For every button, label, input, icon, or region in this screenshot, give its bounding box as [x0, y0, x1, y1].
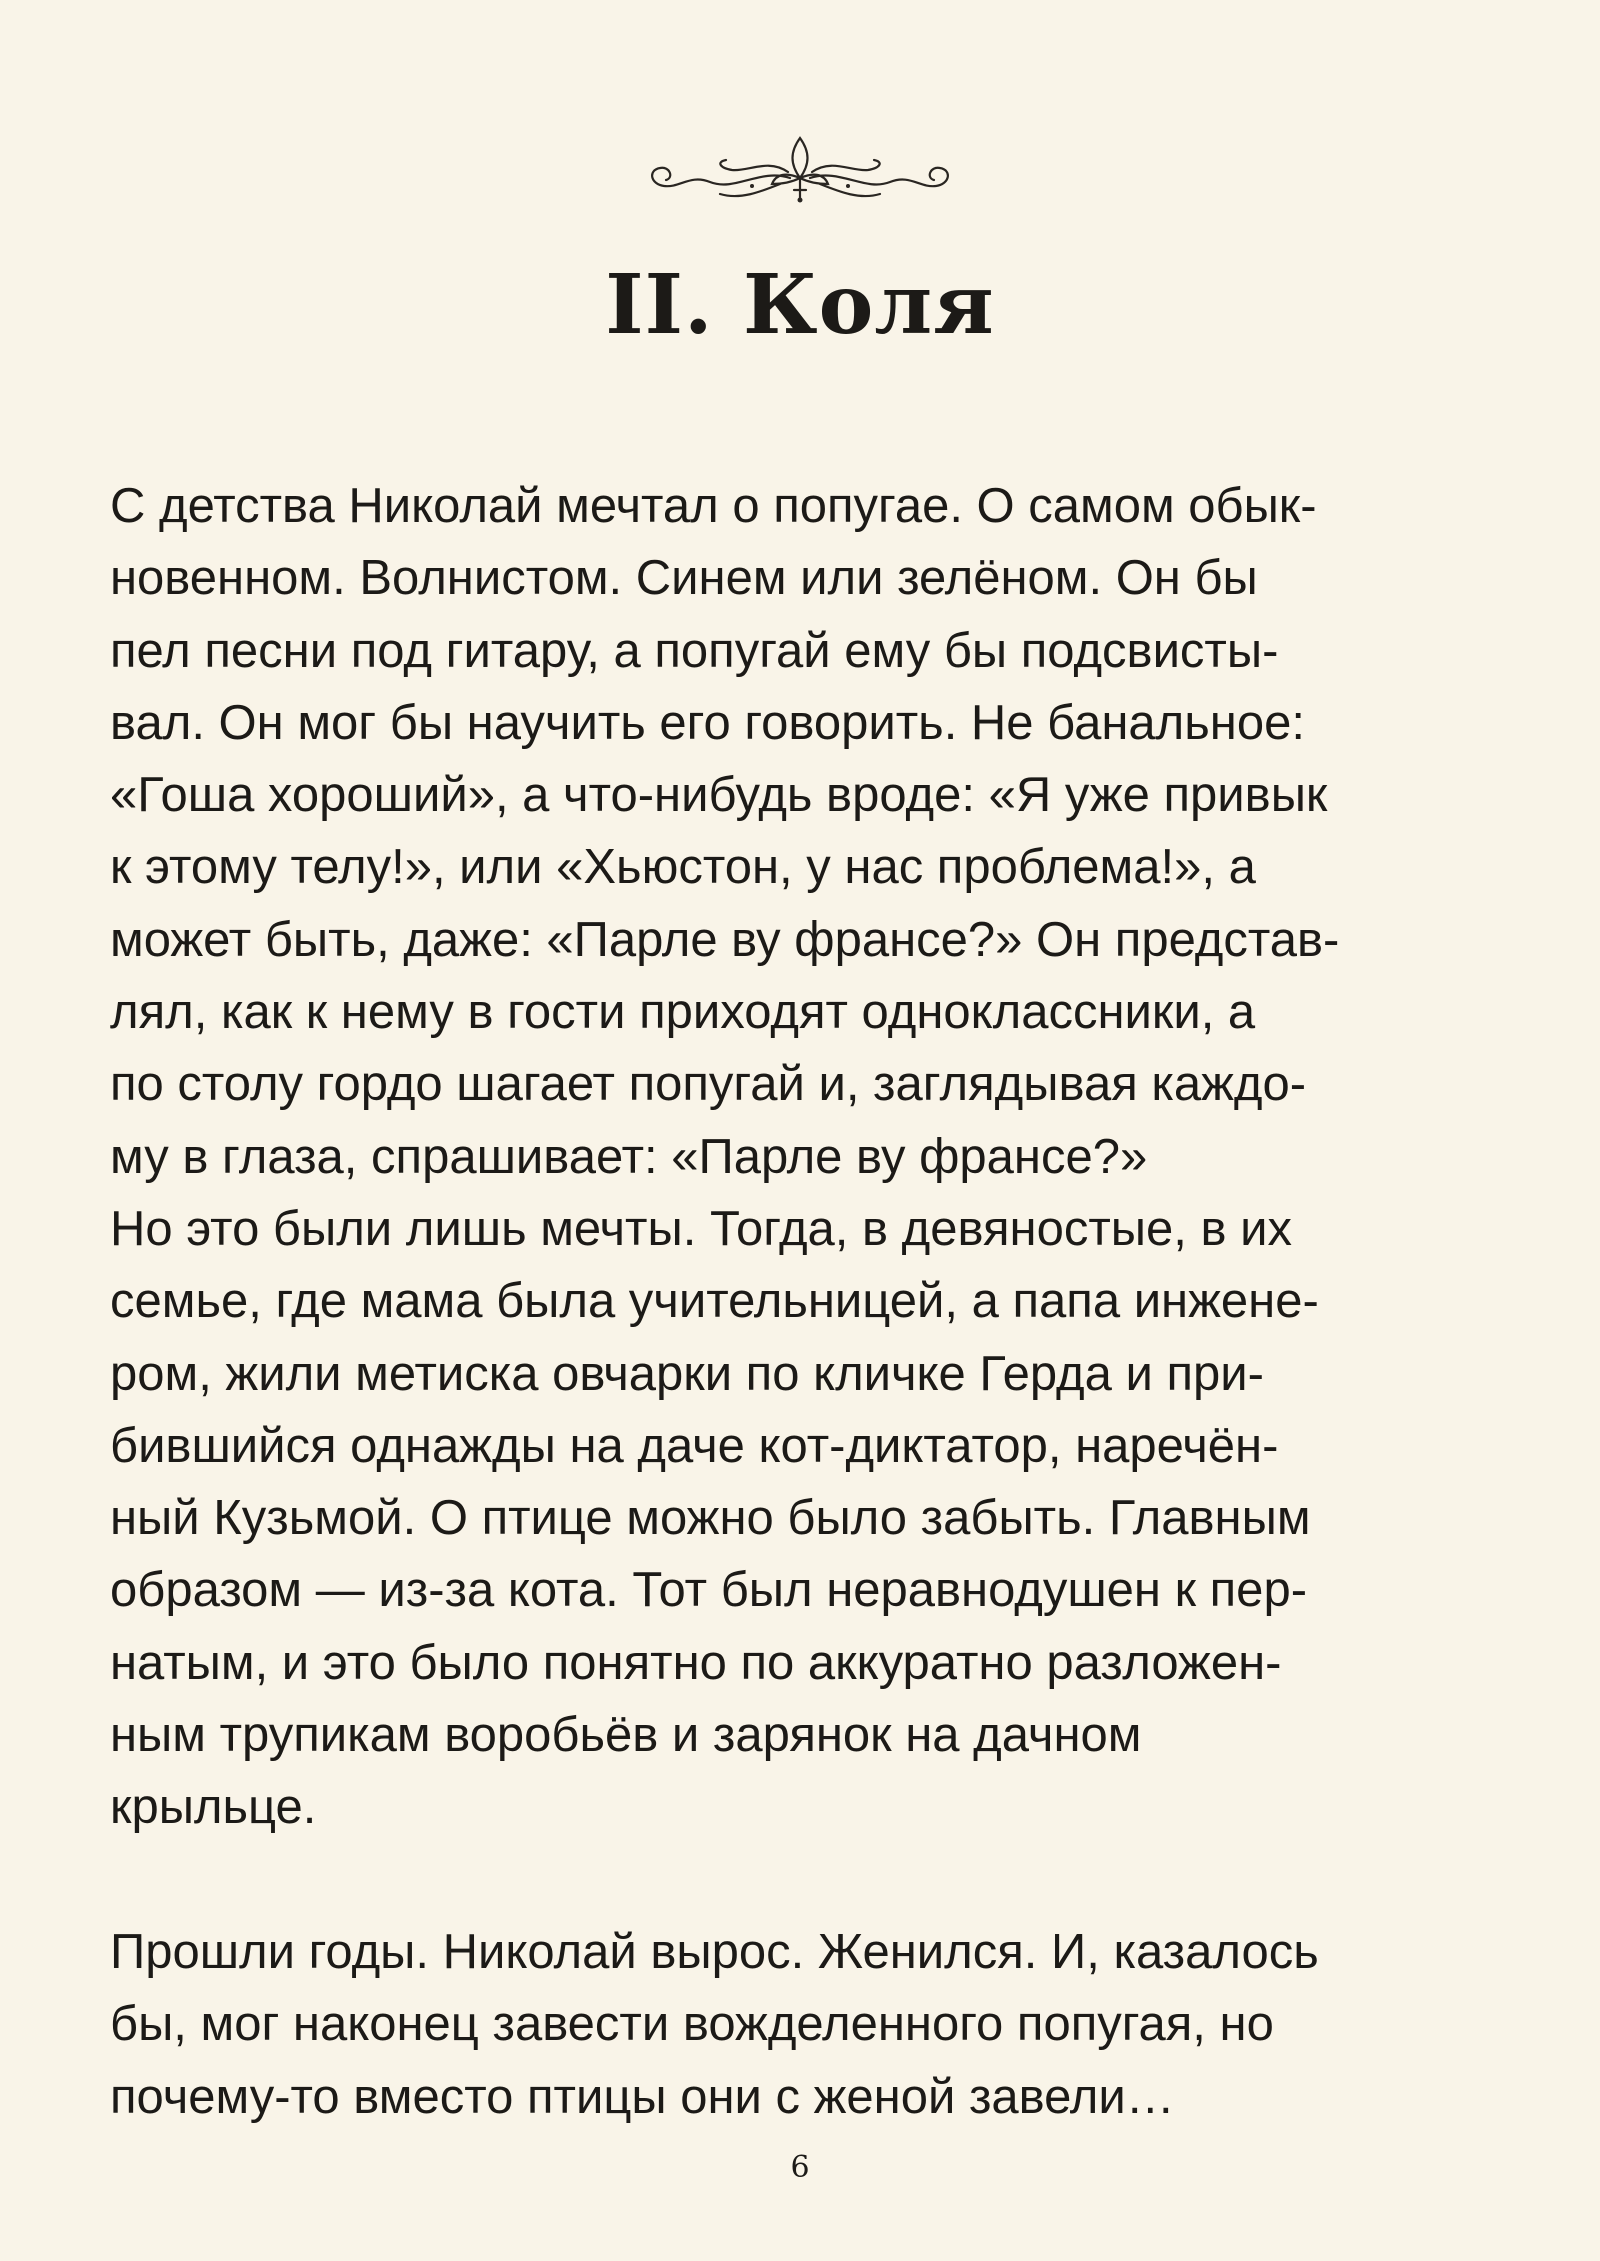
text-line: пел песни под гитару, а попугай ему бы подсвисты- [110, 623, 1279, 678]
text-line: крыльце. [110, 1780, 317, 1835]
paragraph [110, 1916, 1510, 2133]
chapter-body [110, 470, 1510, 2133]
text-line: лял, как к нему в гости приходят одноклассники, а [110, 985, 1256, 1040]
text-line: С детства Николай мечтал о попугае. О самом обык- [110, 479, 1317, 533]
text-line: Прошли годы. Николай вырос. Женился. И, казалось [110, 1924, 1319, 1979]
text-line: почему-то вместо птицы они с женой завели… [110, 2069, 1175, 2124]
text-line: новенном. Волнистом. Синем или зелёном. Он бы [110, 551, 1258, 606]
paragraph [110, 470, 1510, 1193]
text-line: «Гоша хороший», а что-нибудь вроде: «Я уже привык [110, 768, 1328, 823]
text-line: ром, жили метиска овчарки по кличке Герда и при- [110, 1346, 1264, 1401]
text-line: по столу гордо шагает попугай и, заглядывая каждо- [110, 1057, 1307, 1112]
text-line: Но это были лишь мечты. Тогда, в девяностые, в их [110, 1201, 1293, 1256]
text-line: му в глаза, спрашивает: «Парле ву франсе?» [110, 1129, 1148, 1184]
text-line: бившийся однажды на даче кот-диктатор, наречён- [110, 1418, 1279, 1473]
text-line: ный Кузьмой. О птице можно было забыть. Главным [110, 1491, 1311, 1546]
text-line: к этому телу!», или «Хьюстон, у нас проблема!», а [110, 840, 1256, 895]
text-line: натым, и это было понятно по аккуратно разложен- [110, 1635, 1282, 1690]
text-line: образом — из-за кота. Тот был неравнодушен к пер- [110, 1563, 1308, 1618]
text-line: может быть, даже: «Парле ву франсе?» Он представ- [110, 912, 1340, 967]
text-line: семье, где мама была учительницей, а папа инжене- [110, 1274, 1319, 1329]
paragraph-gap [110, 1844, 1510, 1916]
text-line: вал. Он мог бы научить его говорить. Не банальное: [110, 695, 1305, 750]
chapter-title: II. Коля [605, 257, 995, 353]
text-line: ным трупикам воробьёв и зарянок на дачном [110, 1708, 1142, 1763]
flourish-ornament-icon [640, 128, 960, 208]
paragraph [110, 1193, 1510, 1844]
page-number: 6 [790, 2150, 810, 2185]
text-line: бы, мог наконец завести вожделенного попугая, но [110, 1997, 1274, 2052]
